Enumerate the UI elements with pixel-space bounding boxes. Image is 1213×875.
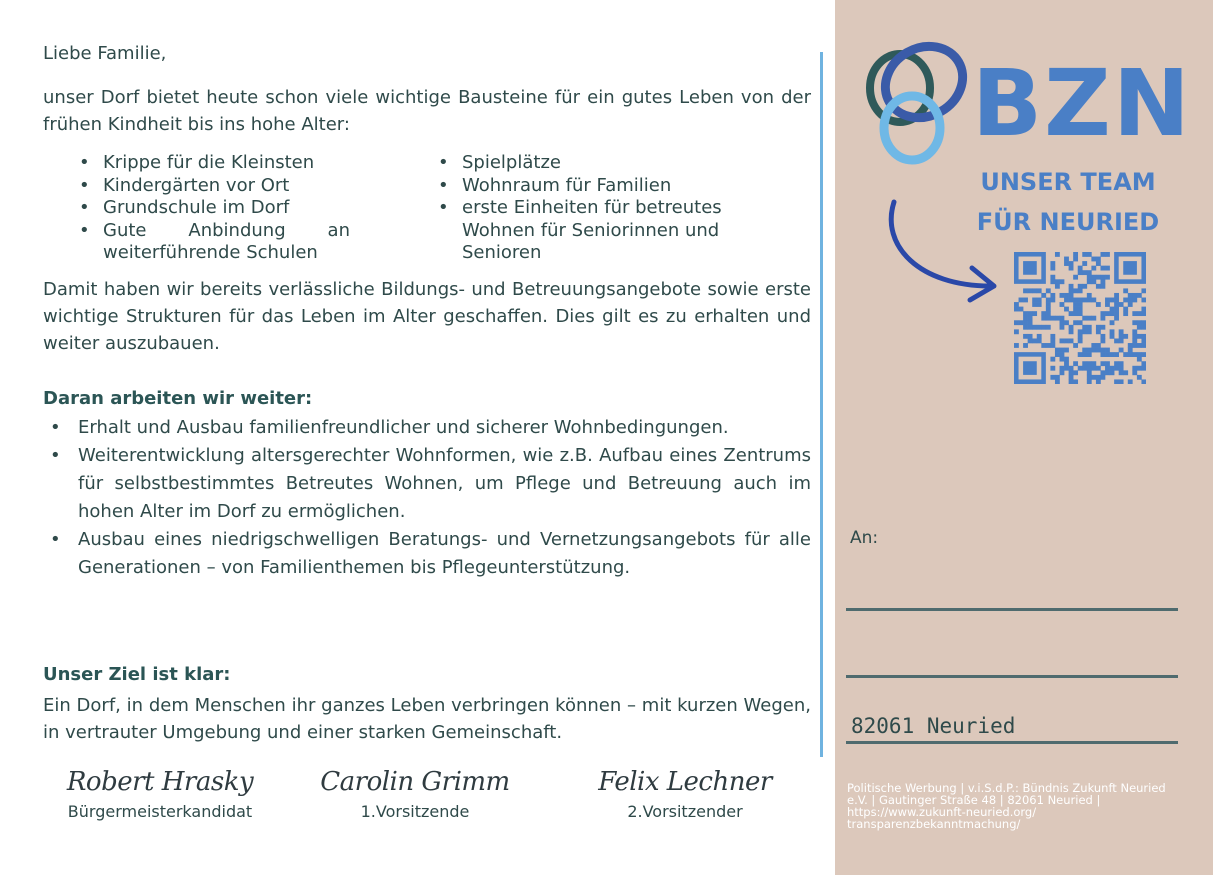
signature-block <box>320 762 510 821</box>
arrow-icon <box>880 196 1010 306</box>
list-item: • erste Einheiten für betreutes Wohnen für Seniorinnen und Senioren <box>434 197 764 265</box>
summary-paragraph: Damit haben wir bereits verlässliche Bildungs- und Betreuungsangebote sowie erste wichtige Strukturen für das Leben im Alter geschaffen. Dies gilt es zu erhalten und weiter auszubauen. <box>43 279 811 354</box>
work-heading: Daran arbeiten wir weiter: <box>43 388 313 409</box>
list-item: • Krippe für die Kleinsten <box>75 152 350 175</box>
goal-heading: Unser Ziel ist klar: <box>43 664 231 685</box>
work-list <box>50 414 811 582</box>
signature: Robert Hrasky <box>66 767 254 797</box>
signature: Felix Lechner <box>598 767 772 797</box>
signature-role: 2.Vorsitzender <box>627 802 743 821</box>
tagline-line: UNSER TEAM <box>980 168 1156 196</box>
signature-block <box>55 762 265 821</box>
logo-wordmark: BZN <box>972 50 1192 157</box>
list-item: • Grundschule im Dorf <box>75 197 350 220</box>
divider-line <box>820 52 823 757</box>
address-label: An: <box>850 528 879 548</box>
offers-list-left <box>75 152 350 265</box>
signature: Carolin Grimm <box>320 767 510 797</box>
list-item: • Erhalt und Ausbau familienfreundlicher und sicherer Wohnbedingungen. <box>50 414 811 442</box>
address-city: 82061 Neuried <box>851 714 1016 738</box>
list-item: • Spielplätze <box>434 152 764 175</box>
address-line <box>846 608 1178 611</box>
goal-paragraph: Ein Dorf, in dem Menschen ihr ganzes Leben verbringen können – mit kurzen Wegen, in vertrauter Umgebung und einer starken Gemeinschaft. <box>43 695 811 743</box>
address-line <box>846 675 1178 678</box>
intro-paragraph: unser Dorf bietet heute schon viele wichtige Bausteine für ein gutes Leben von der frühen Kindheit bis ins hohe Alter: <box>43 87 811 135</box>
address-line <box>846 741 1178 744</box>
qr-code-icon[interactable] <box>1014 252 1146 384</box>
tagline-line: FÜR NEURIED <box>976 208 1160 236</box>
offers-list-right <box>434 152 764 265</box>
signature-role: 1.Vorsitzende <box>360 802 470 821</box>
rings-logo-icon <box>862 40 972 170</box>
signature-block <box>585 762 785 821</box>
legal-notice: Politische Werbung | v.i.S.d.P.: Bündnis Zukunft Neuried e.V. | Gautinger Straße 48 | 82061 Neuried | https://www.zukunft-neuried.org/ transparenzbekanntmachung/ <box>847 781 1166 831</box>
signature-role: Bürgermeisterkandidat <box>67 802 253 821</box>
list-item: • Wohnraum für Familien <box>434 175 764 198</box>
list-item: • Kindergärten vor Ort <box>75 175 350 198</box>
greeting: Liebe Familie, <box>43 43 167 64</box>
list-item: • Gute Anbindung an weiterführende Schulen <box>75 220 350 265</box>
list-item: • Ausbau eines niedrigschwelligen Beratungs- und Vernetzungsangebots für alle Generationen – von Familienthemen bis Pflegeunterstützung. <box>50 526 811 582</box>
list-item: • Weiterentwicklung altersgerechter Wohnformen, wie z.B. Aufbau eines Zentrums für selbstbestimmtes Betreutes Wohnen, um Pflege und Betreuung auch im hohen Alter im Dorf zu ermöglichen. <box>50 442 811 526</box>
